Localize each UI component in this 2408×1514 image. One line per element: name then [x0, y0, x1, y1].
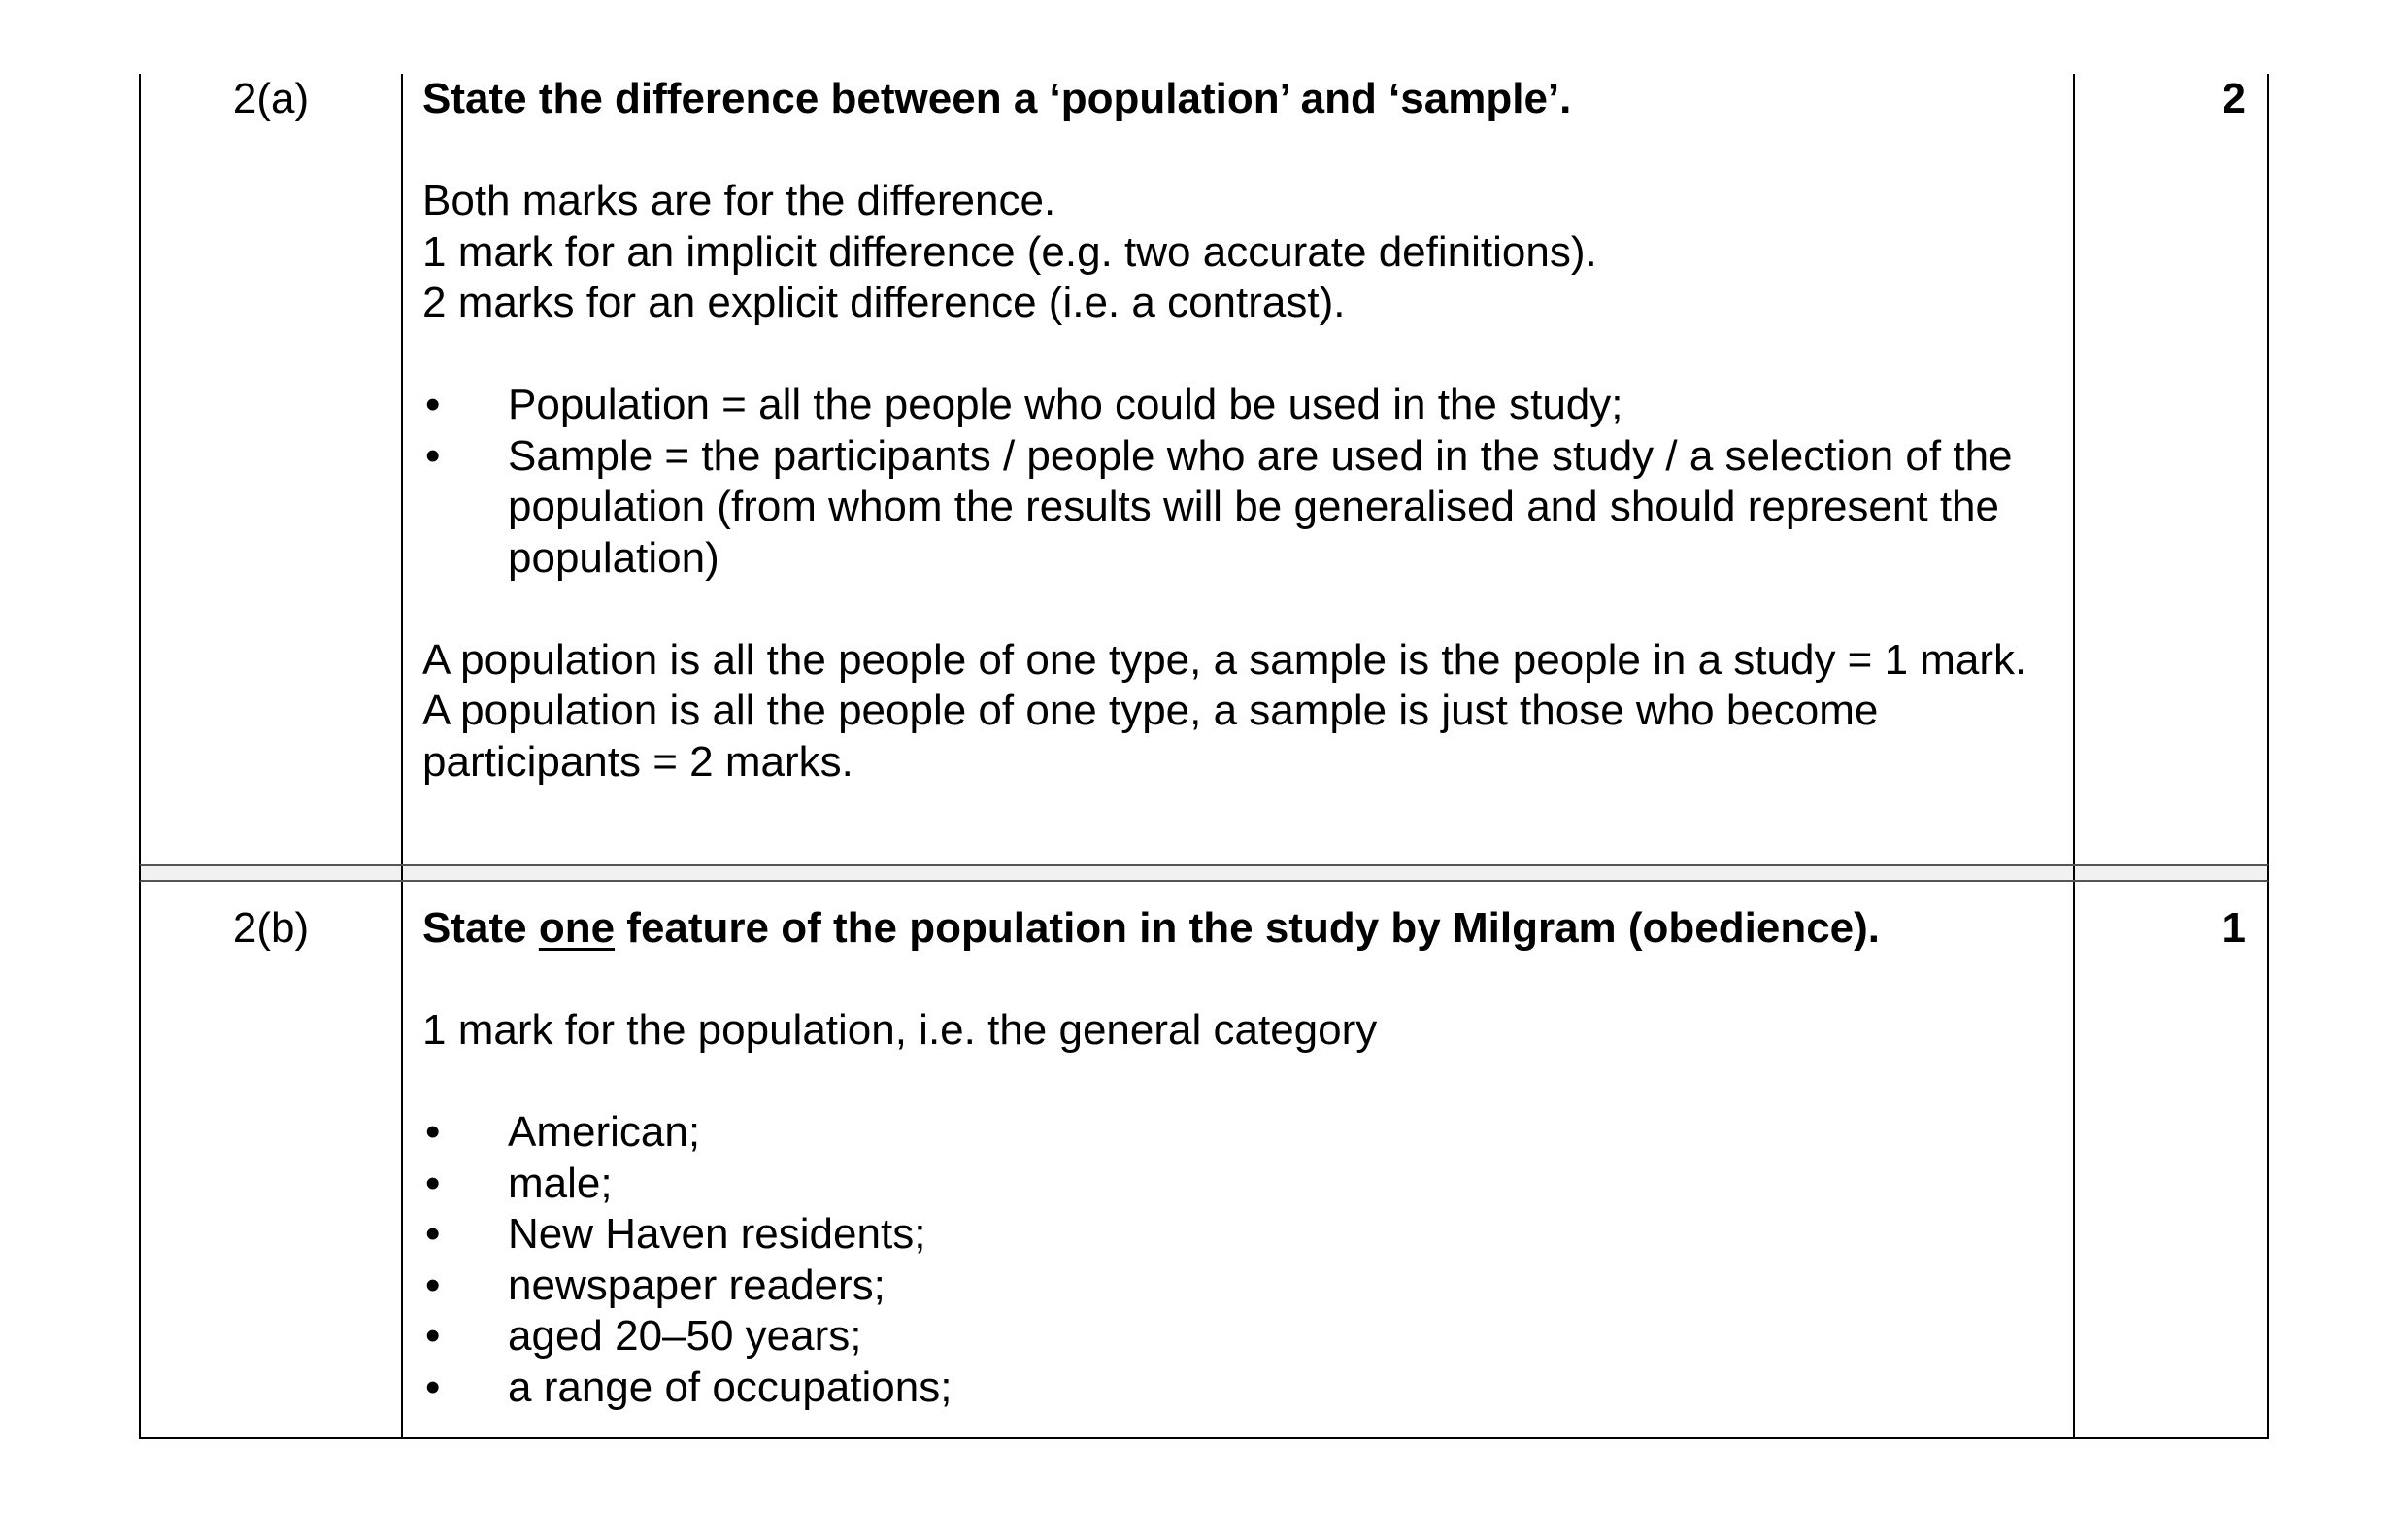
list-item — [422, 431, 2063, 585]
column-divider — [2073, 866, 2075, 880]
mark-scheme-row-2b — [139, 882, 2269, 1439]
bullet-icon: • — [425, 381, 441, 428]
marks-value: 2 — [2222, 75, 2246, 122]
list-item-text: newspaper readers; — [508, 1261, 886, 1309]
column-divider — [2073, 74, 2075, 864]
row-separator — [139, 864, 2269, 882]
list-item — [422, 1311, 2063, 1363]
list-item — [422, 1159, 2063, 1210]
example-answer: A population is all the people of one type, a sample is just those who become participants = 2 marks. — [422, 687, 1879, 786]
bullet-icon: • — [425, 1312, 441, 1360]
bullet-icon: • — [425, 1159, 441, 1207]
bullet-icon: • — [425, 1210, 441, 1258]
column-divider — [401, 866, 403, 880]
list-item-text: Sample = the participants / people who are used in the study / a selection of the population (from whom the results will be generalised and should represent the population) — [508, 431, 2013, 582]
guidance-line: Both marks are for the difference. — [422, 177, 1056, 224]
question-number: 2(a) — [232, 75, 310, 122]
list-item-text: a range of occupations; — [508, 1363, 953, 1411]
list-item — [422, 1107, 2063, 1159]
column-divider — [401, 882, 403, 1437]
question-text — [422, 903, 2063, 955]
bullet-icon: • — [425, 431, 441, 480]
mark-scheme-table — [139, 74, 2269, 1439]
list-item — [422, 1363, 2063, 1414]
bullet-icon: • — [425, 1108, 441, 1156]
list-item-text: New Haven residents; — [508, 1210, 926, 1258]
list-item-text: American; — [508, 1108, 701, 1156]
question-text-pre: State — [422, 904, 539, 952]
question-text-post: feature of the population in the study by Milgram (obedience). — [615, 904, 1881, 952]
list-item-text: male; — [508, 1159, 613, 1207]
marks-value: 1 — [2222, 904, 2246, 952]
bullet-icon: • — [425, 1261, 441, 1309]
list-item-text: Population = all the people who could be used in the study; — [508, 381, 1623, 428]
mark-scheme-row-2a — [139, 74, 2269, 864]
bullet-icon: • — [425, 1363, 441, 1411]
guidance-line: 2 marks for an explicit difference (i.e. a contrast). — [422, 279, 1346, 326]
column-divider — [401, 74, 403, 864]
guidance-line: 1 mark for an implicit difference (e.g. two accurate definitions). — [422, 227, 1597, 276]
answer-bullet-list — [422, 380, 2063, 584]
example-answer: A population is all the people of one type, a sample is the people in a study = 1 mark. — [422, 635, 2027, 684]
answer-content — [422, 74, 2063, 788]
list-item — [422, 1261, 2063, 1312]
answer-content — [422, 903, 2063, 1413]
guidance-line: 1 mark for the population, i.e. the general category — [422, 1006, 1378, 1054]
column-divider — [2073, 882, 2075, 1437]
question-text: State the difference between a ‘population’ and ‘sample’. — [422, 75, 1572, 122]
question-emphasis: one — [538, 904, 616, 952]
list-item — [422, 1209, 2063, 1261]
question-number: 2(b) — [232, 904, 310, 952]
list-item-text: aged 20–50 years; — [508, 1312, 862, 1360]
answer-bullet-list — [422, 1107, 2063, 1413]
list-item — [422, 380, 2063, 431]
